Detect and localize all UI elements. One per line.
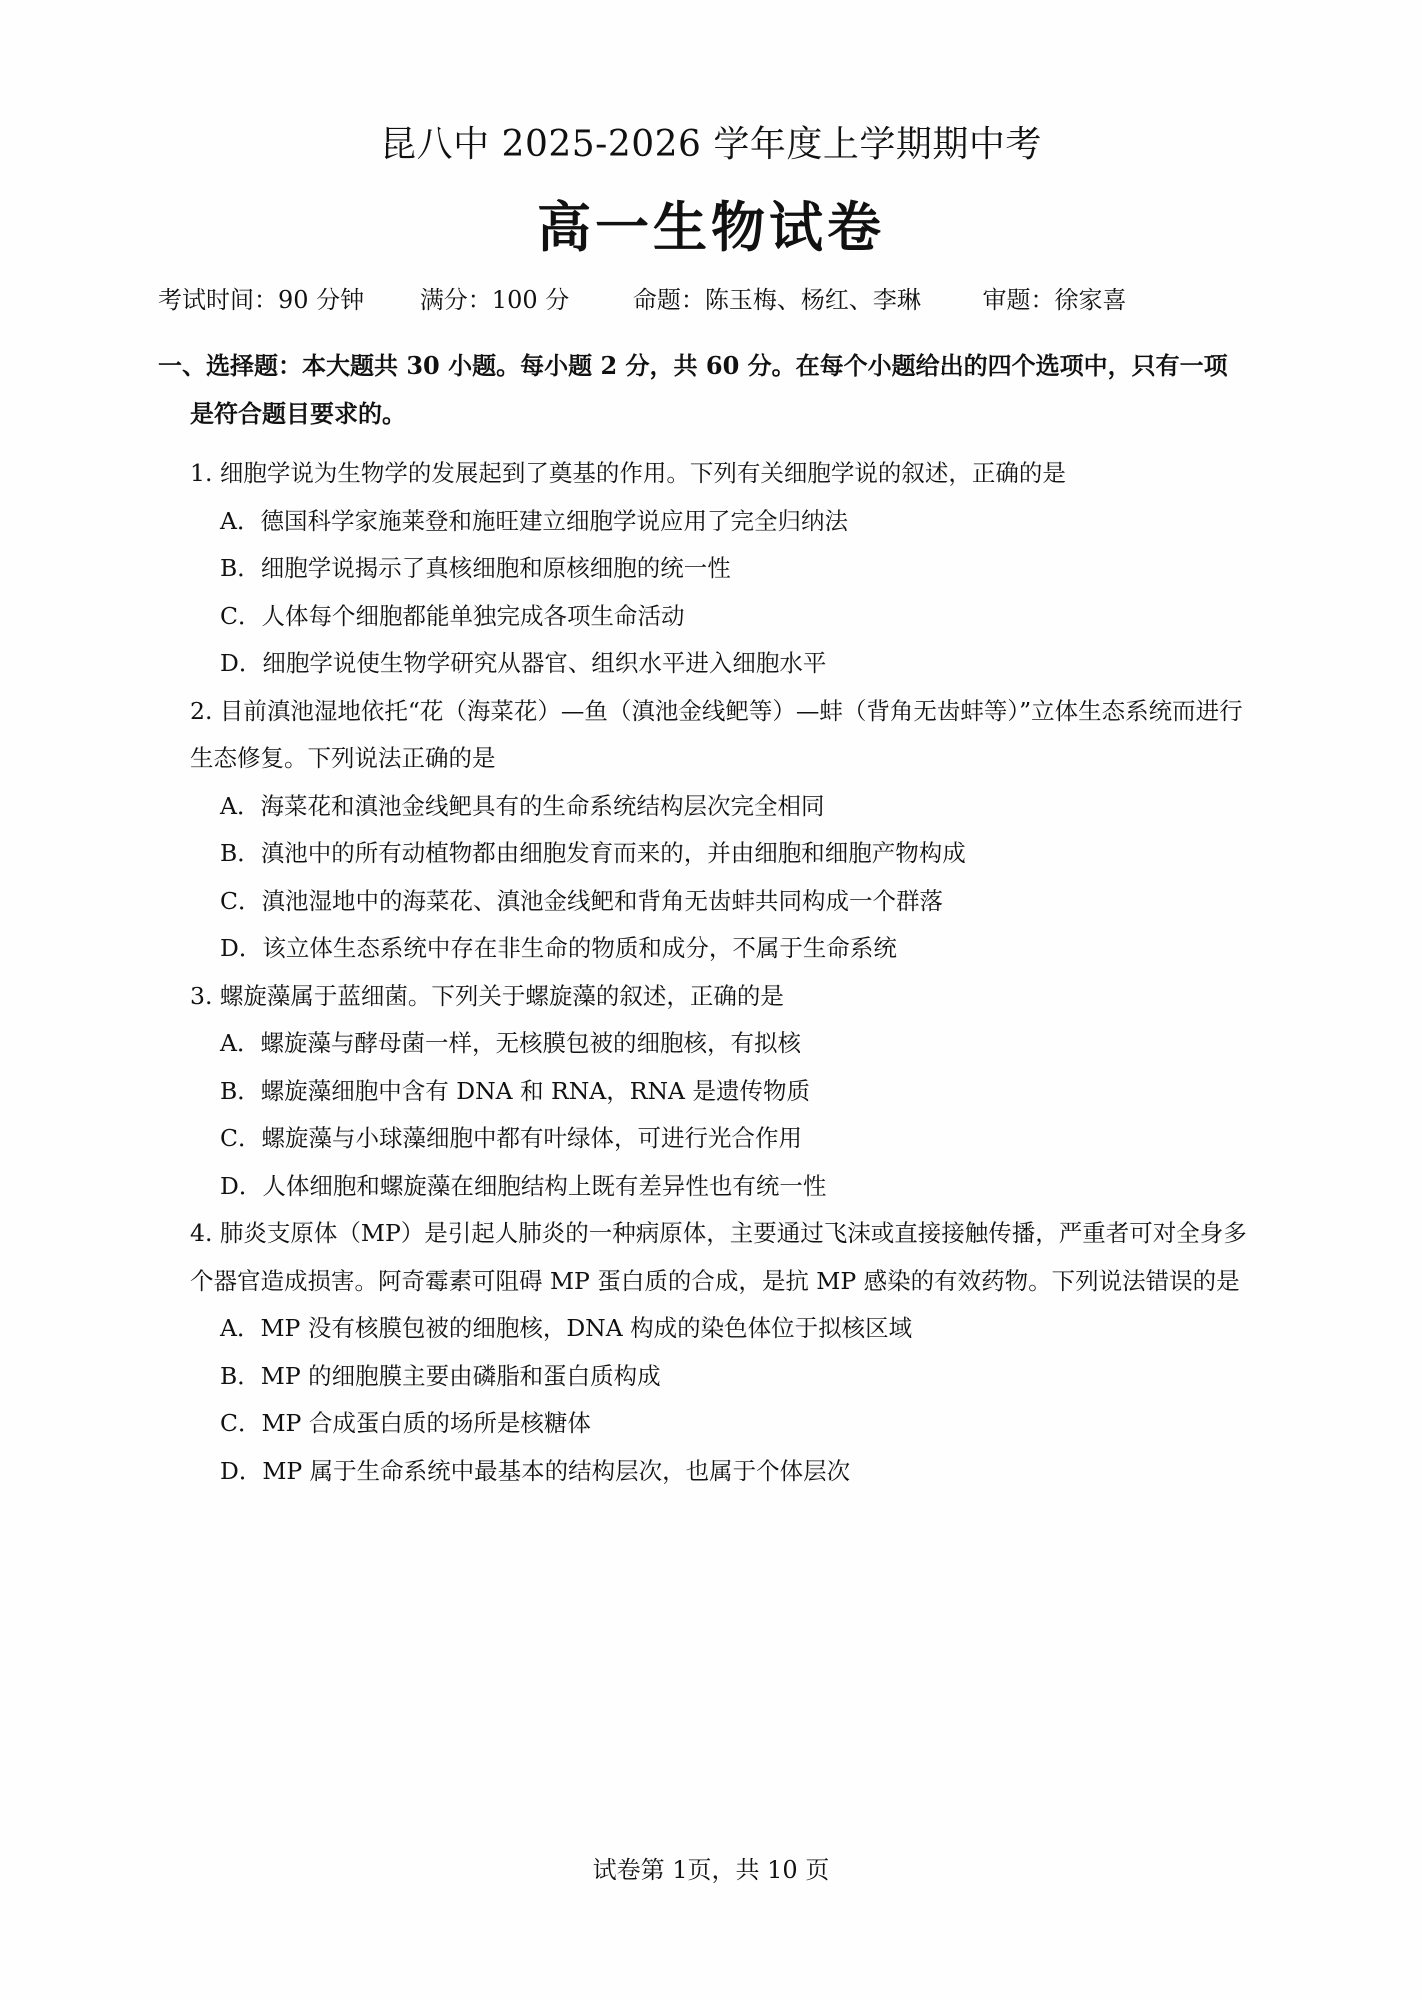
page-footer: 试卷第 1页，共 10 页: [592, 1856, 830, 1884]
school-title: 昆八中 2025-2026 学年度上学期期中考: [380, 124, 1042, 165]
option-b: B．螺旋藻细胞中含有 DNA 和 RNA，RNA 是遗传物质: [220, 1076, 810, 1105]
question-1: [190, 450, 1250, 688]
option-a: A．MP 没有核膜包被的细胞核，DNA 构成的染色体位于拟核区域: [220, 1314, 913, 1342]
option-c: C．MP 合成蛋白质的场所是核糖体: [220, 1409, 591, 1437]
option-d: D．该立体生态系统中存在非生命的物质和成分，不属于生命系统: [220, 934, 897, 962]
question-2: [190, 688, 1250, 973]
full-score: 满分：100 分: [419, 286, 570, 314]
exam-meta: [158, 280, 1127, 315]
option-d: D．MP 属于生命系统中最基本的结构层次，也属于个体层次: [220, 1456, 851, 1485]
question-reviewer: 审题：徐家喜: [982, 286, 1127, 314]
option-c: C．滇池湿地中的海菜花、滇池金线鲃和背角无齿蚌共同构成一个群落: [220, 886, 943, 915]
option-a: A．螺旋藻与酵母菌一样，无核膜包被的细胞核，有拟核: [220, 1029, 801, 1057]
question-4: [190, 1210, 1250, 1495]
option-b: B．滇池中的所有动植物都由细胞发育而来的，并由细胞和细胞产物构成: [220, 839, 966, 867]
question-stem: 1. 细胞学说为生物学的发展起到了奠基的作用。下列有关细胞学说的叙述，正确的是: [190, 459, 1066, 487]
option-c: C．人体每个细胞都能单独完成各项生命活动: [220, 601, 685, 630]
option-b: B．MP 的细胞膜主要由磷脂和蛋白质构成: [220, 1361, 661, 1390]
question-stem: 3. 螺旋藻属于蓝细菌。下列关于螺旋藻的叙述，正确的是: [190, 981, 784, 1010]
question-stem: 4. 肺炎支原体（MP）是引起人肺炎的一种病原体，主要通过飞沫或直接接触传播，严重者可对全身多个器官造成损害。阿奇霉素可阻碍 MP 蛋白质的合成，是抗 MP 感染的有效药物。下列说法错误的是: [190, 1219, 1247, 1295]
option-d: D．人体细胞和螺旋藻在细胞结构上既有差异性也有统一性: [220, 1171, 827, 1200]
paper-title: 高一生物试卷: [537, 196, 885, 259]
option-a: A．德国科学家施莱登和施旺建立细胞学说应用了完全归纳法: [220, 506, 848, 535]
option-a: A．海菜花和滇池金线鲃具有的生命系统结构层次完全相同: [220, 791, 825, 820]
question-stem: 2. 目前滇池湿地依托“花（海菜花）—鱼（滇池金线鲃等）—蚌（背角无齿蚌等）”立体生态系统而进行生态修复。下列说法正确的是: [190, 696, 1243, 772]
exam-time: 考试时间：90 分钟: [158, 286, 365, 314]
question-list: [190, 450, 1250, 1495]
question-3: [190, 973, 1250, 1211]
section-heading: 一、选择题：本大题共 30 小题。每小题 2 分，共 60 分。在每个小题给出的四个选项中，只有一项是符合题目要求的。: [158, 351, 1228, 428]
option-c: C．螺旋藻与小球藻细胞中都有叶绿体，可进行光合作用: [220, 1124, 802, 1152]
option-b: B．细胞学说揭示了真核细胞和原核细胞的统一性: [220, 554, 731, 582]
question-authors: 命题：陈玉梅、杨红、李琳: [632, 286, 921, 314]
option-d: D．细胞学说使生物学研究从器官、组织水平进入细胞水平: [220, 649, 827, 677]
